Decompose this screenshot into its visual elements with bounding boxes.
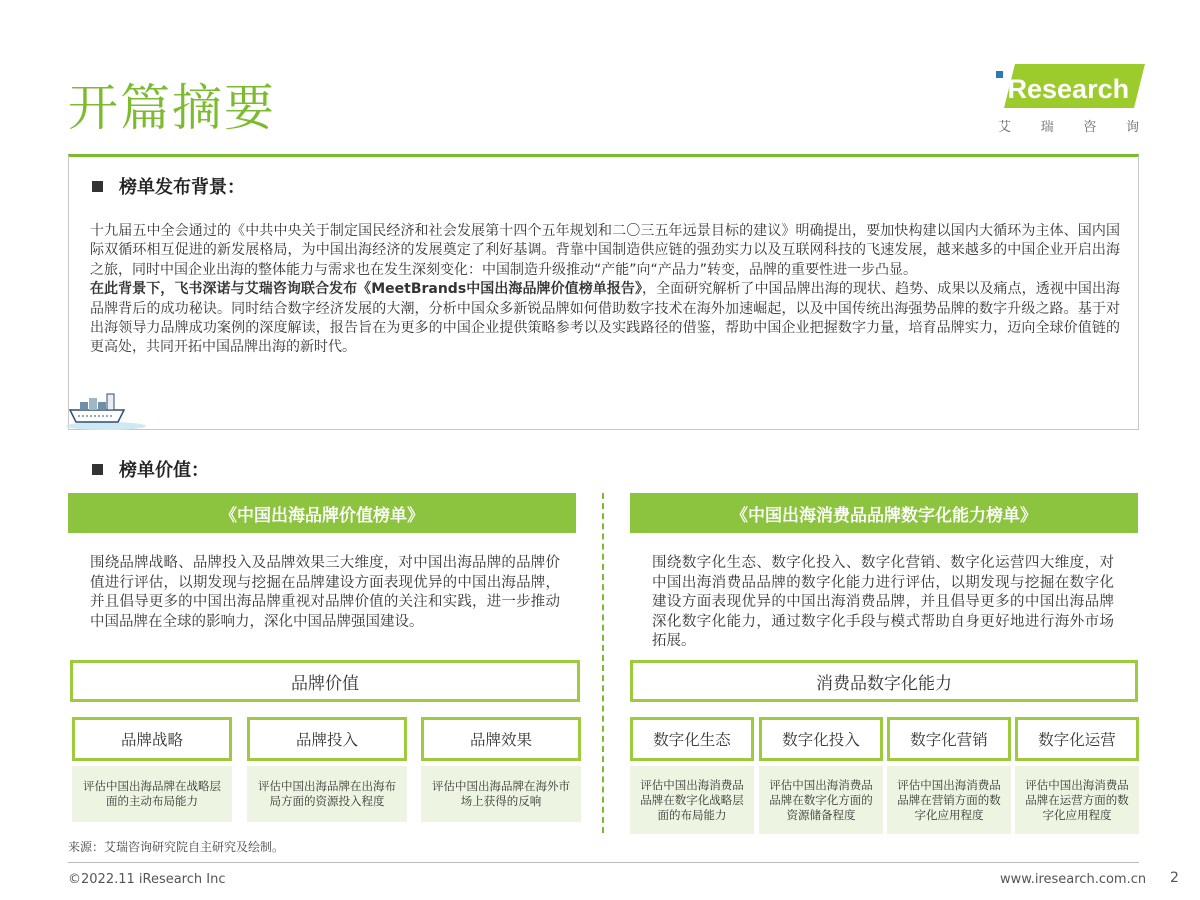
digital-capability-box: 消费品数字化能力	[630, 660, 1138, 702]
dimension-digital-operation: 数字化运营	[1015, 717, 1139, 761]
page-title: 开篇摘要	[68, 79, 276, 137]
background-heading	[92, 173, 245, 199]
logo-cn-char: 艾	[998, 120, 1012, 135]
dimension-brand-investment-desc: 评估中国出海品牌在出海布局方面的资源投入程度	[247, 766, 407, 822]
logo-cn-char: 询	[1125, 120, 1139, 135]
right-list-banner: 《中国出海消费品品牌数字化能力榜单》	[630, 493, 1138, 533]
square-bullet-icon	[92, 181, 103, 192]
logo-cn-char: 咨	[1083, 120, 1097, 135]
left-list-banner: 《中国出海品牌价值榜单》	[68, 493, 576, 533]
value-heading-text: 榜单价值：	[119, 460, 209, 481]
value-heading	[92, 456, 209, 482]
square-bullet-icon	[92, 464, 103, 475]
dimension-digital-ecosystem-desc: 评估中国出海消费品品牌在数字化战略层面的布局能力	[630, 766, 754, 834]
source-note: 来源：艾瑞咨询研究院自主研究及绘制。	[68, 840, 285, 854]
right-list-description: 围绕数字化生态、数字化投入、数字化营销、数字化运营四大维度，对中国出海消费品品牌的数字化能力进行评估，以期发现与挖掘在数字化建设方面表现优异的中国出海消费品牌，并且倡导更多的中国出海品牌深化数字化能力，通过数字化手段与模式帮助自身更好地进行海外市场拓展。	[652, 555, 1114, 650]
dimension-digital-investment: 数字化投入	[759, 717, 883, 761]
dimension-digital-marketing: 数字化营销	[887, 717, 1011, 761]
background-paragraph-2: ，全面研究解析了中国品牌出海的现状、趋势、成果以及痛点，透视中国出海品牌背后的成功秘诀。同时结合数字经济发展的大潮，分析中国众多新锐品牌如何借助数字技术在海外加速崛起，以及中国传统出海强势品牌的数字升级之路。基于对出海领导力品牌成功案例的深度解读，报告旨在为更多的中国企业提供策略参考以及实践路径的借鉴，帮助中国企业把握数字力量，培育品牌实力，迈向全球价值链的更高处，共同开拓中国品牌出海的新时代。	[90, 281, 1120, 356]
dimension-digital-ecosystem: 数字化生态	[630, 717, 754, 761]
dimension-brand-strategy: 品牌战略	[72, 717, 232, 761]
footer-copyright: ©2022.11 iResearch Inc	[68, 872, 226, 887]
background-paragraph-2-bold: 在此背景下，飞书深诺与艾瑞咨询联合发布《MeetBrands中国出海品牌价值榜单报告》	[90, 281, 643, 298]
background-paragraph-1: 十九届五中全会通过的《中共中央关于制定国民经济和社会发展第十四个五年规划和二〇三五年远景目标的建议》明确提出，要加快构建以国内大循环为主体、国内国际双循环相互促进的新发展格局，为中国出海经济的发展奠定了利好基调。背靠中国制造供应链的强劲实力以及互联网科技的飞速发展，越来越多的中国企业开启出海之旅，同时中国企业出海的整体能力与需求也在发生深刻变化：中国制造升级推动“产能”向“产品力”转变，品牌的重要性进一步凸显。	[90, 223, 1120, 278]
page-number: 2	[1170, 870, 1179, 886]
dimension-digital-marketing-desc: 评估中国出海消费品品牌在营销方面的数字化应用程度	[887, 766, 1011, 834]
logo-cn-char: 瑞	[1040, 120, 1054, 135]
logo-cn-text	[996, 116, 1141, 135]
iresearch-logo	[996, 64, 1141, 136]
dimension-brand-investment: 品牌投入	[247, 717, 407, 761]
dimension-digital-investment-desc: 评估中国出海消费品品牌在数字化方面的资源储备程度	[759, 766, 883, 834]
background-text	[90, 222, 1120, 358]
column-divider	[602, 493, 604, 833]
brand-value-box: 品牌价值	[70, 660, 580, 702]
background-heading-text: 榜单发布背景：	[119, 177, 245, 198]
footer-divider	[68, 862, 1139, 863]
dimension-brand-strategy-desc: 评估中国出海品牌在战略层面的主动布局能力	[72, 766, 232, 822]
dimension-digital-operation-desc: 评估中国出海消费品品牌在运营方面的数字化应用程度	[1015, 766, 1139, 834]
left-list-description: 围绕品牌战略、品牌投入及品牌效果三大维度，对中国出海品牌的品牌价值进行评估，以期发现与挖掘在品牌建设方面表现优异的中国出海品牌，并且倡导更多的中国出海品牌重视对品牌价值的关注和实践，进一步推动中国品牌在全球的影响力，深化中国品牌强国建设。	[90, 555, 560, 630]
dimension-brand-effect-desc: 评估中国出海品牌在海外市场上获得的反响	[421, 766, 581, 822]
dimension-brand-effect: 品牌效果	[421, 717, 581, 761]
logo-brand-text: iResearch	[1000, 74, 1130, 104]
footer-website-link[interactable]: www.iresearch.com.cn	[1000, 872, 1147, 887]
cargo-ship-icon	[66, 384, 186, 430]
